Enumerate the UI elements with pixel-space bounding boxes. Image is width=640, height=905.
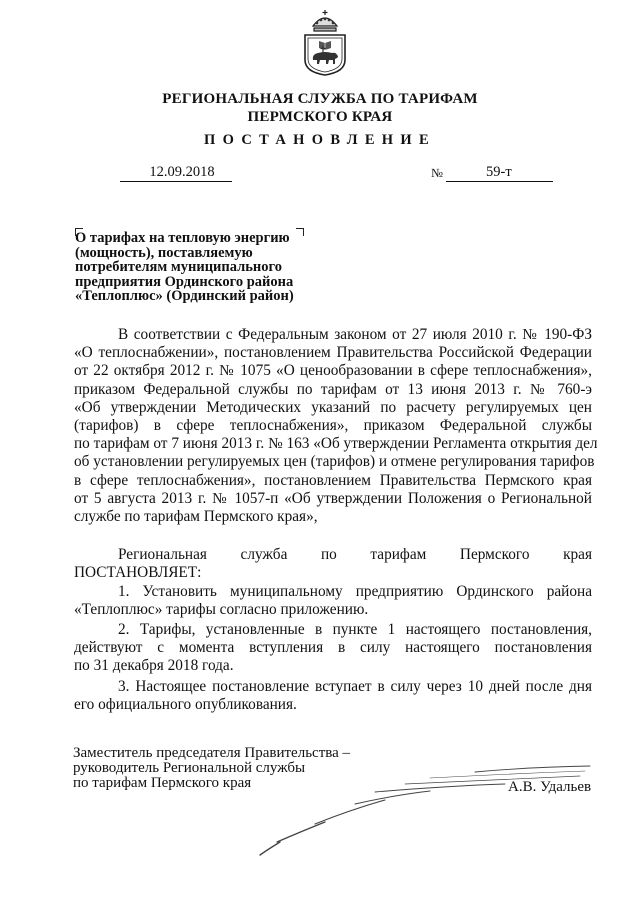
paragraph-line: Региональная служба по тарифам Пермского края (118, 546, 592, 563)
paragraph-line: 3. Настоящее постановление вступает в силу через 10 дней после дня (118, 678, 592, 695)
paragraph-line: от 5 августа 2013 г. № 1057-п «Об утверждении Положения о Региональной (74, 489, 592, 507)
resolution-clause (74, 546, 592, 582)
paragraph-line: В соответствии с Федеральным законом от 27 июля 2010 г. № 190-ФЗ (118, 326, 592, 343)
subject-line: (мощность), поставляемую (75, 244, 253, 261)
handwritten-signature (255, 762, 595, 857)
paragraph-line: «Теплоплюс» тарифы согласно приложению. (74, 601, 369, 619)
paragraph-line: приказом Федеральной службы по тарифам от 13 июня 2013 г. № 760-э (74, 380, 592, 398)
document-number: 59-т (486, 164, 512, 180)
signer-position-line: по тарифам Пермского края (73, 775, 252, 792)
document-type: ПОСТАНОВЛЕНИЕ (204, 132, 436, 148)
paragraph-line: по тарифам от 7 июня 2013 г. № 163 «Об утверждении Регламента открытия дел (74, 435, 598, 453)
document-subject (75, 231, 335, 304)
organization-name-line-2: ПЕРМСКОГО КРАЯ (247, 109, 393, 125)
paragraph-line: по 31 декабря 2018 года. (74, 657, 234, 675)
paragraph-line: ПОСТАНОВЛЯЕТ: (74, 564, 202, 582)
paragraph-line: «Об утверждении Методических указаний по расчету регулируемых цен (74, 398, 592, 416)
signer-position-line: руководитель Региональной службы (73, 760, 306, 777)
number-sign: № (431, 166, 443, 180)
document-date: 12.09.2018 (149, 164, 215, 180)
paragraph-line: «О теплоснабжении», постановлением Правительства Российской Федерации (74, 344, 592, 362)
paragraph-line: 1. Установить муниципальному предприятию Ординского района (118, 583, 592, 600)
resolution-item-3 (74, 678, 592, 714)
resolution-item-1 (74, 583, 592, 619)
paragraph-line: его официального опубликования. (74, 696, 297, 714)
paragraph-line: службе по тарифам Пермского края», (74, 508, 318, 526)
subject-line: предприятия Ординского района (75, 273, 294, 290)
paragraph-line: (тарифов) в сфере теплоснабжения», приказом Федеральной службы (74, 417, 592, 435)
organization-name-line-1: РЕГИОНАЛЬНАЯ СЛУЖБА ПО ТАРИФАМ (162, 91, 478, 107)
basis-paragraph (74, 326, 598, 526)
document-date-field (120, 164, 232, 182)
paragraph-line: об установлении регулируемых цен (тарифов) и отмене регулирования тарифов (74, 453, 595, 471)
subject-line: О тарифах на тепловую энергию (75, 230, 290, 246)
signer-name: А.В. Удальев (508, 779, 592, 795)
subject-line: потребителям муниципального (75, 259, 283, 275)
subject-line: «Теплоплюс» (Ординский район) (75, 288, 294, 304)
resolution-item-2 (74, 621, 592, 676)
paragraph-line: от 22 октября 2012 г. № 1075 «О ценообразовании в сфере теплоснабжения», (74, 362, 592, 380)
signer-position-line: Заместитель председателя Правительства – (73, 745, 351, 761)
paragraph-line: в сфере теплоснабжения», постановлением Правительства Пермского края (74, 471, 592, 489)
document-number-field (446, 164, 553, 182)
coat-of-arms-icon (299, 8, 351, 76)
paragraph-line: действуют с момента вступления в силу настоящего постановления (74, 639, 592, 657)
paragraph-line: 2. Тарифы, установленные в пункте 1 настоящего постановления, (118, 621, 592, 638)
